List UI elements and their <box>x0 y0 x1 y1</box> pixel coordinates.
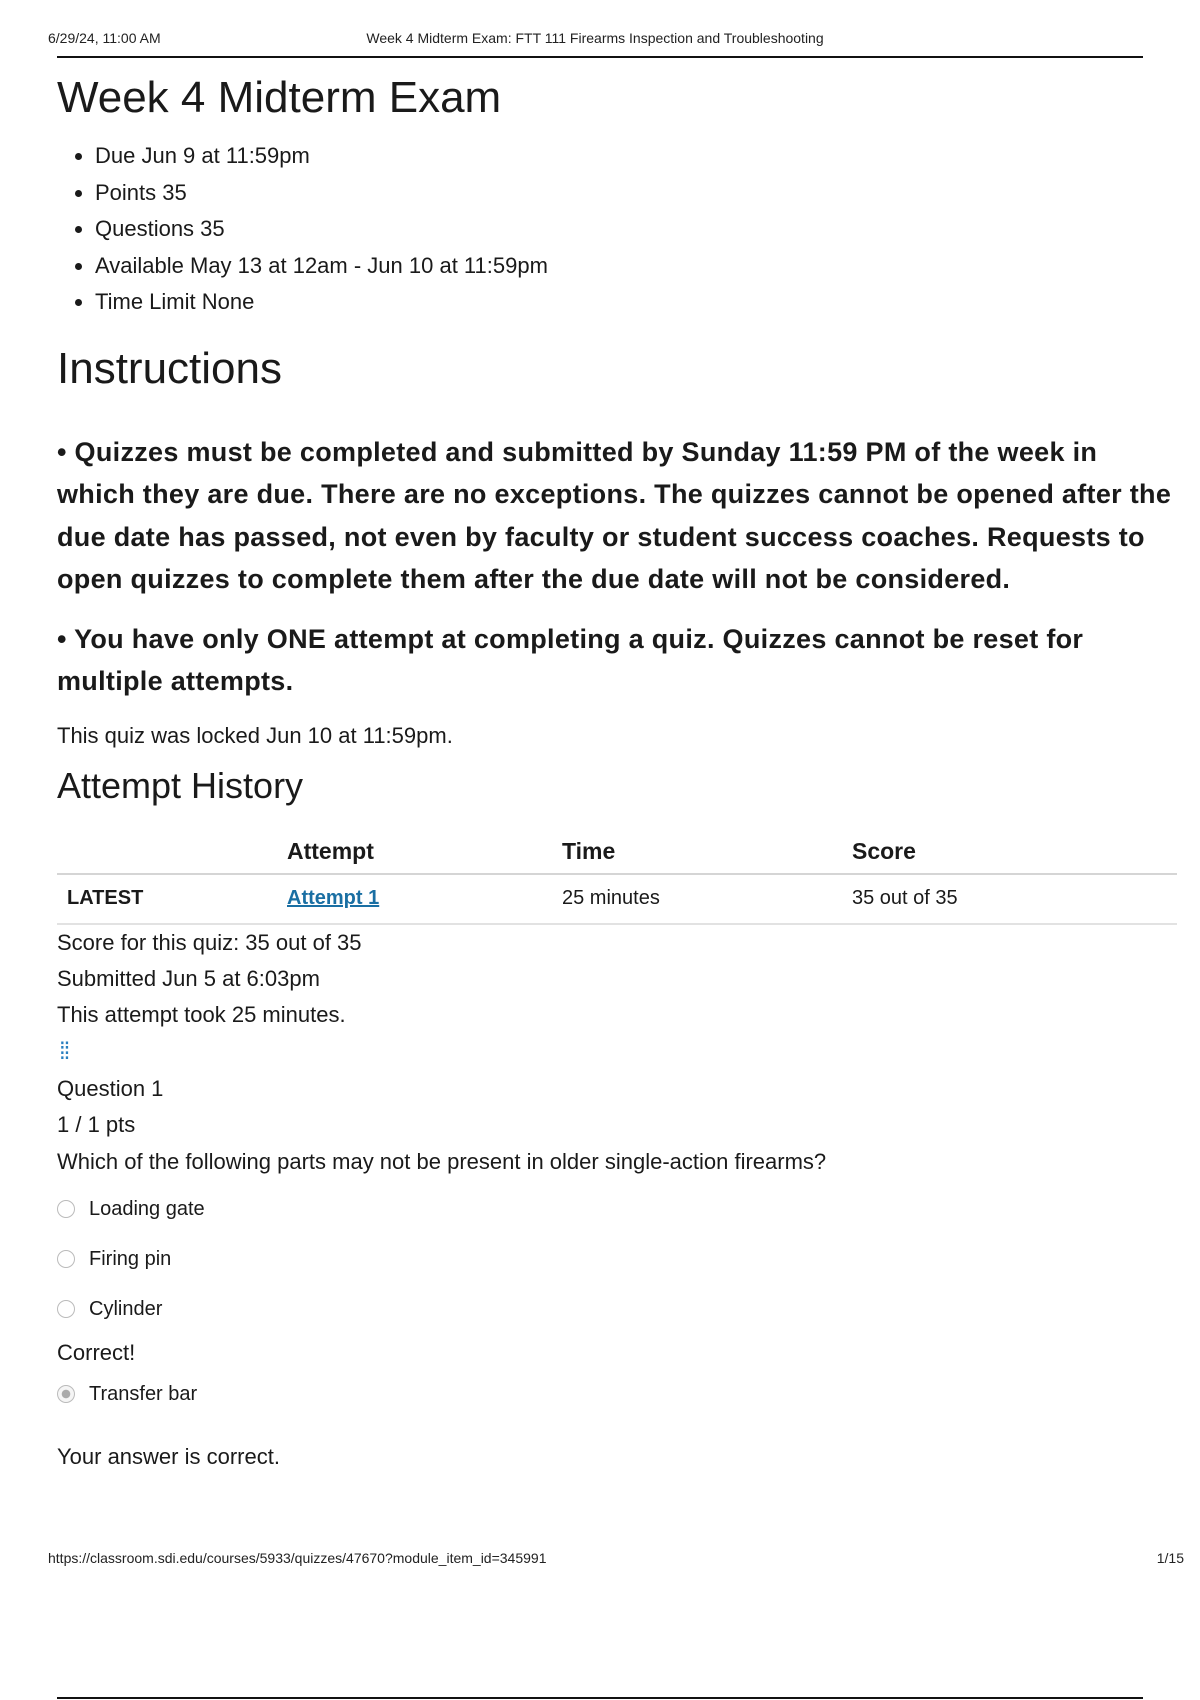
table-row <box>57 874 1177 924</box>
correct-label: Correct! <box>57 1340 136 1365</box>
radio-icon[interactable] <box>57 1200 75 1218</box>
instruction-one-attempt: • You have only ONE attempt at completing a quiz. Quizzes cannot be reset for multiple attempts. <box>57 623 1084 696</box>
attempt-history-heading: Attempt History <box>57 764 304 806</box>
instruction-deadline: • Quizzes must be completed and submitted by Sunday 11:59 PM of the week in which they are due. There are no exceptions. The quizzes cannot be opened after the due date has passed, not even by faculty or student success coaches. Requests to open quizzes to complete them after the due date will not be considered. <box>57 436 1172 594</box>
question-text: Which of the following parts may not be present in older single-action firearms? <box>57 1148 827 1174</box>
radio-icon[interactable] <box>57 1300 75 1318</box>
quiz-details-list <box>57 138 1177 321</box>
column-header-time: Time <box>552 831 842 874</box>
question-title: Question 1 <box>57 1075 164 1101</box>
print-title: Week 4 Midterm Exam: FTT 111 Firearms Inspection and Troubleshooting <box>366 30 824 46</box>
column-header-score: Score <box>842 831 1177 874</box>
radio-icon[interactable] <box>57 1250 75 1268</box>
locked-notice: This quiz was locked Jun 10 at 11:59pm. <box>57 722 453 748</box>
latest-label: LATEST <box>57 874 277 924</box>
attempt-duration: This attempt took 25 minutes. <box>57 1001 346 1027</box>
attempt-link[interactable]: Attempt 1 <box>287 887 380 909</box>
answer-option[interactable] <box>57 1284 1177 1334</box>
header-divider <box>57 56 1143 58</box>
answer-option-selected[interactable] <box>57 1370 1177 1418</box>
answer-label: Loading gate <box>89 1197 205 1220</box>
page-number: 1/15 <box>1156 1550 1184 1566</box>
answer-option[interactable] <box>57 1234 1177 1284</box>
time-cell: 25 minutes <box>552 874 842 924</box>
page-title: Week 4 Midterm Exam <box>57 73 502 122</box>
answer-label: Cylinder <box>89 1297 163 1320</box>
detail-points: • Points 35 <box>95 175 1177 212</box>
detail-available: • Available May 13 at 12am - Jun 10 at 11:59pm <box>95 248 1177 285</box>
attempt-cell <box>277 874 552 924</box>
bottom-divider <box>57 1697 1143 1699</box>
column-header-attempt: Attempt <box>277 831 552 874</box>
quiz-content <box>57 70 1177 1474</box>
attempt-history-table <box>57 831 1177 925</box>
submitted-time: Submitted Jun 5 at 6:03pm <box>57 965 320 991</box>
print-datetime: 6/29/24, 11:00 AM <box>48 30 161 46</box>
answer-label: Firing pin <box>89 1247 172 1270</box>
radio-selected-icon[interactable] <box>57 1385 75 1403</box>
answer-feedback: Your answer is correct. <box>57 1444 280 1469</box>
answer-label: Transfer bar <box>89 1382 198 1405</box>
score-cell: 35 out of 35 <box>842 874 1177 924</box>
answer-option[interactable] <box>57 1184 1177 1234</box>
page-url: https://classroom.sdi.edu/courses/5933/quizzes/47670?module_item_id=345991 <box>48 1550 547 1566</box>
instructions-heading: Instructions <box>57 343 282 393</box>
table-header-row <box>57 831 1177 874</box>
drag-handle-icon[interactable]: ⁞⁞ <box>59 1037 69 1065</box>
print-footer <box>48 1550 1184 1566</box>
detail-time-limit: • Time Limit None <box>95 284 1177 321</box>
detail-due: • Due Jun 9 at 11:59pm <box>95 138 1177 175</box>
question-points: 1 / 1 pts <box>57 1112 136 1137</box>
column-header-blank <box>57 831 277 874</box>
detail-questions: • Questions 35 <box>95 211 1177 248</box>
quiz-score: Score for this quiz: 35 out of 35 <box>57 929 362 955</box>
